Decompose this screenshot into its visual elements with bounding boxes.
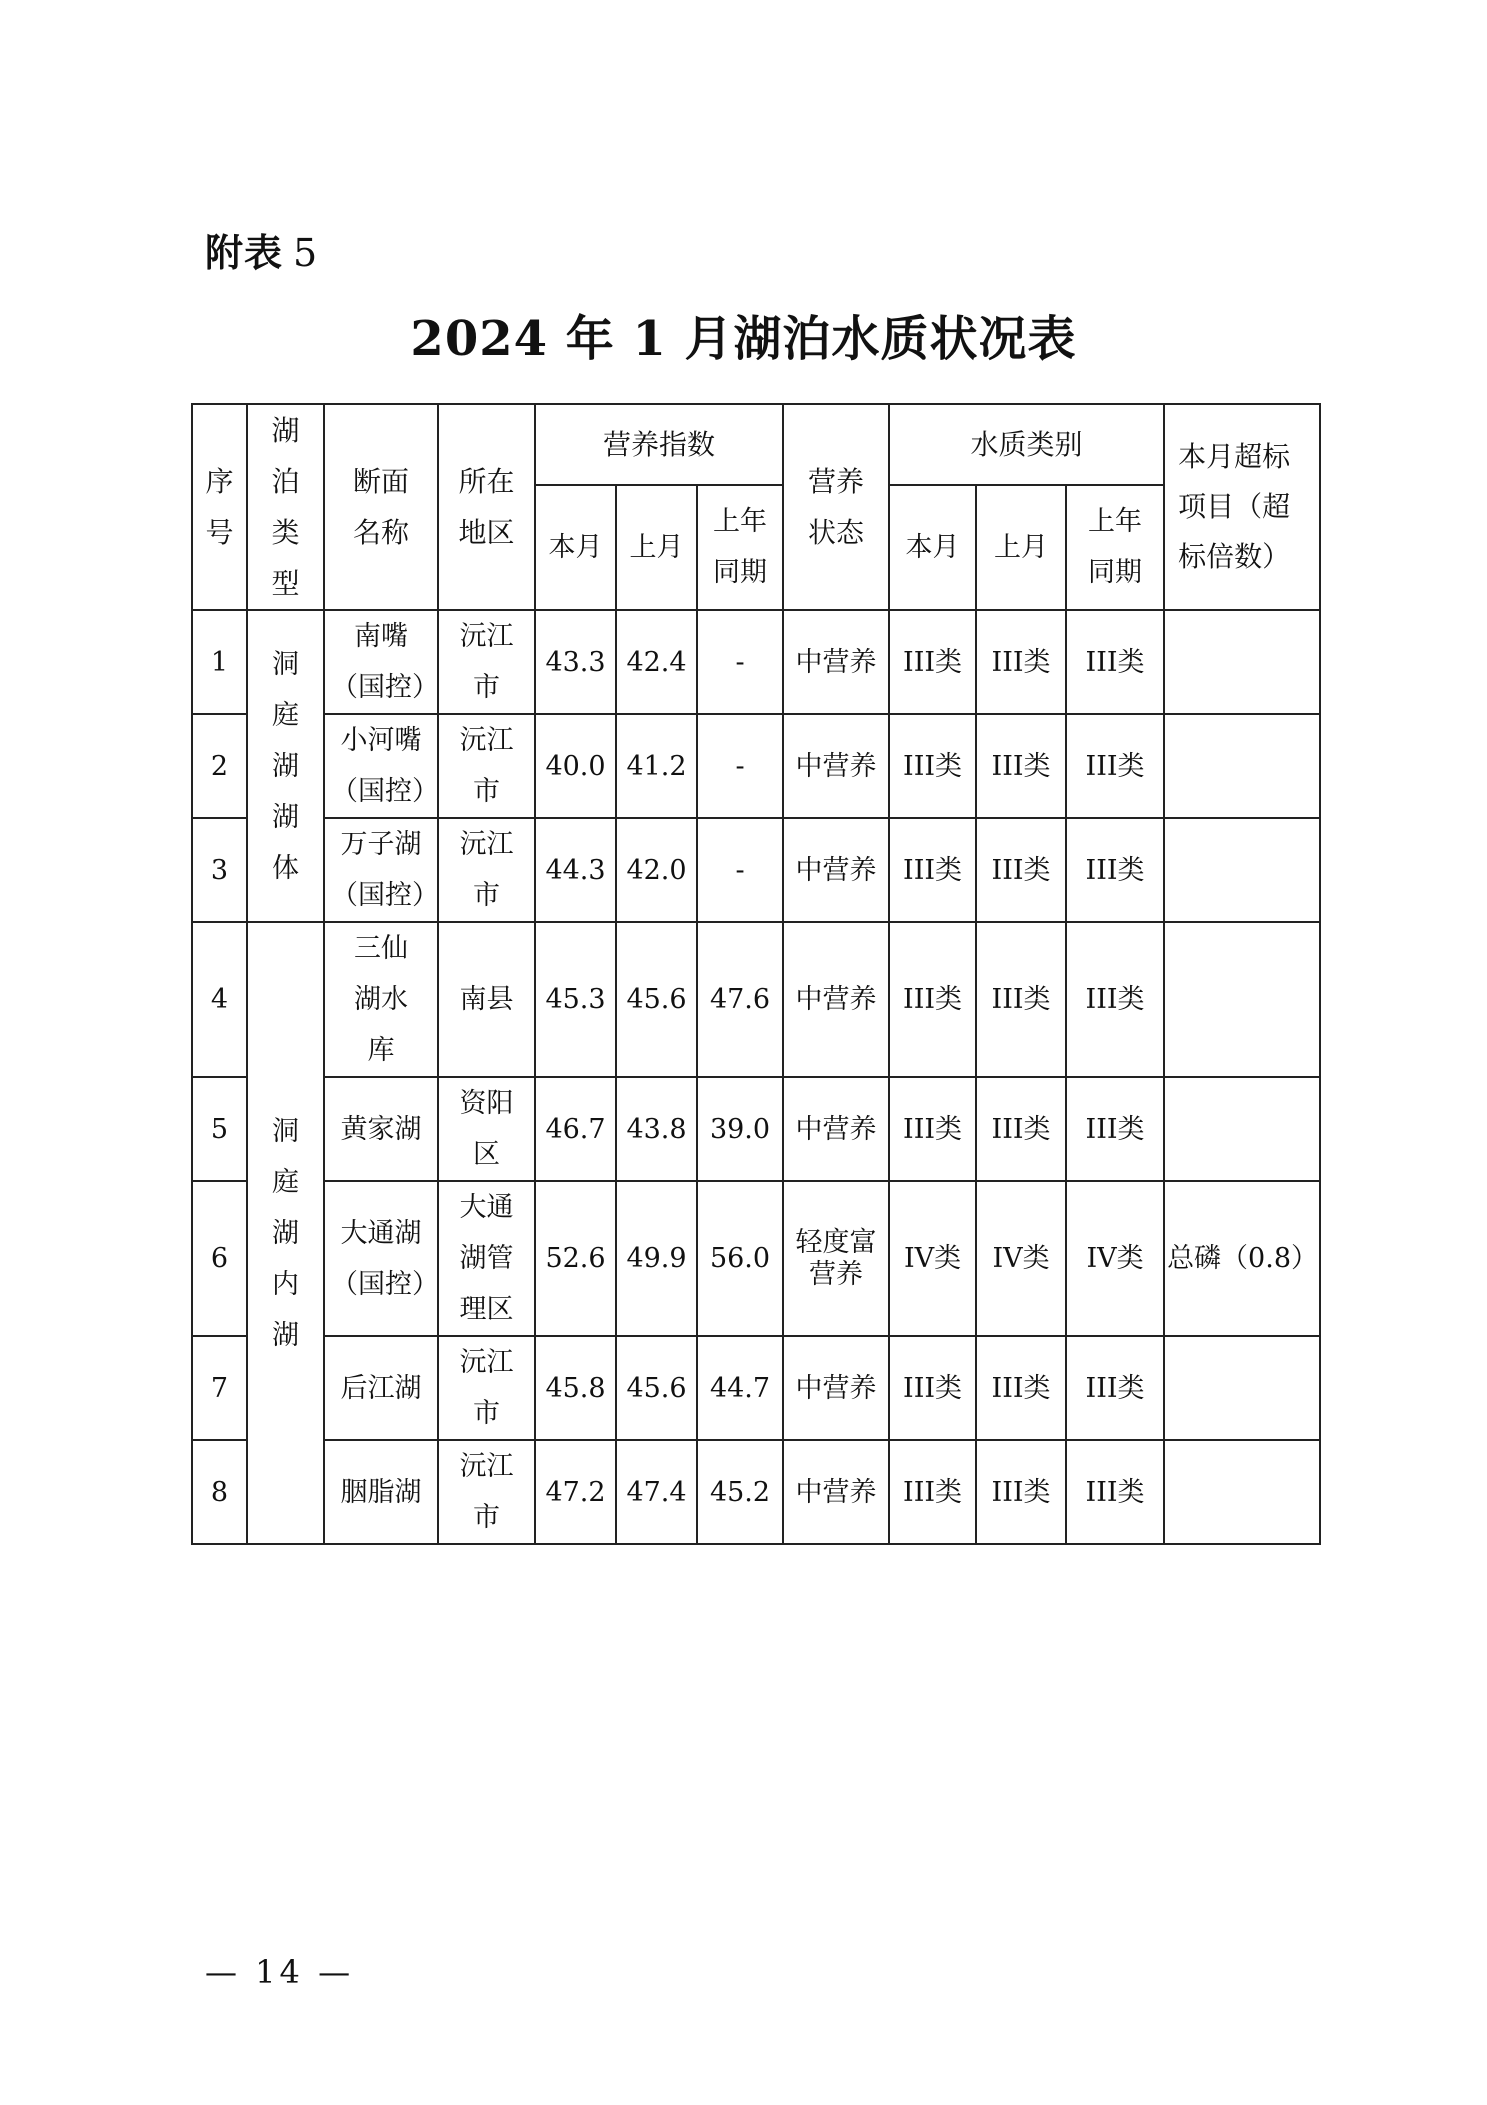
exceed-items	[1164, 714, 1320, 818]
header-ti-last-year: 上年同期	[697, 485, 783, 610]
header-trophic-status: 营养状态	[783, 404, 889, 610]
trophic-status: 中营养	[783, 610, 889, 714]
table-row	[192, 714, 1320, 818]
wq-last-year: III类	[1066, 610, 1164, 714]
header-section-name: 断面名称	[324, 404, 438, 610]
region: 南县	[438, 922, 535, 1077]
table-row	[192, 1440, 1320, 1544]
table-row	[192, 610, 1320, 714]
ti-this-month: 46.7	[535, 1077, 616, 1181]
wq-last-year: III类	[1066, 714, 1164, 818]
ti-last-month: 45.6	[616, 1336, 697, 1440]
row-index: 8	[192, 1440, 247, 1544]
row-index: 4	[192, 922, 247, 1077]
region: 沅江市	[438, 714, 535, 818]
region: 沅江市	[438, 610, 535, 714]
table-row	[192, 922, 1320, 1077]
document-title: 2024 年 1 月湖泊水质状况表	[410, 311, 1077, 367]
wq-this-month: III类	[889, 922, 976, 1077]
wq-last-year: III类	[1066, 1336, 1164, 1440]
wq-last-month: III类	[976, 1440, 1066, 1544]
wq-last-year: IV类	[1066, 1181, 1164, 1336]
header-water-class: 水质类别	[889, 404, 1164, 485]
ti-this-month: 40.0	[535, 714, 616, 818]
table-row	[192, 1181, 1320, 1336]
section-name: 南嘴（国控）	[324, 610, 438, 714]
exceed-items	[1164, 922, 1320, 1077]
section-name: 三仙湖水库	[324, 922, 438, 1077]
row-index: 7	[192, 1336, 247, 1440]
wq-this-month: III类	[889, 818, 976, 922]
ti-last-year: 39.0	[697, 1077, 783, 1181]
section-name: 小河嘴（国控）	[324, 714, 438, 818]
ti-last-year: -	[697, 610, 783, 714]
row-index: 1	[192, 610, 247, 714]
region: 资阳区	[438, 1077, 535, 1181]
header-ti-last-month: 上月	[616, 485, 697, 610]
wq-this-month: III类	[889, 610, 976, 714]
ti-last-year: 45.2	[697, 1440, 783, 1544]
trophic-status: 中营养	[783, 1440, 889, 1544]
header-region: 所在地区	[438, 404, 535, 610]
header-wq-this-month: 本月	[889, 485, 976, 610]
ti-last-year: -	[697, 714, 783, 818]
ti-last-month: 41.2	[616, 714, 697, 818]
wq-this-month: III类	[889, 714, 976, 818]
appendix-label-text: 附表	[205, 230, 284, 275]
region: 沅江市	[438, 818, 535, 922]
ti-this-month: 43.3	[535, 610, 616, 714]
wq-last-year: III类	[1066, 818, 1164, 922]
page-number: — 14 —	[205, 1953, 355, 1991]
row-index: 5	[192, 1077, 247, 1181]
trophic-status: 中营养	[783, 1077, 889, 1181]
ti-this-month: 47.2	[535, 1440, 616, 1544]
section-name: 后江湖	[324, 1336, 438, 1440]
wq-this-month: III类	[889, 1336, 976, 1440]
ti-last-month: 42.4	[616, 610, 697, 714]
row-index: 2	[192, 714, 247, 818]
table-row	[192, 818, 1320, 922]
header-ti-this-month: 本月	[535, 485, 616, 610]
ti-last-month: 42.0	[616, 818, 697, 922]
wq-last-year: III类	[1066, 1077, 1164, 1181]
exceed-items	[1164, 1077, 1320, 1181]
trophic-status: 轻度富营养	[783, 1181, 889, 1336]
ti-last-month: 45.6	[616, 922, 697, 1077]
header-exceed: 本月超标项目（超标倍数）	[1164, 404, 1320, 610]
section-name: 胭脂湖	[324, 1440, 438, 1544]
ti-last-month: 43.8	[616, 1077, 697, 1181]
wq-this-month: III类	[889, 1440, 976, 1544]
wq-this-month: IV类	[889, 1181, 976, 1336]
ti-last-month: 49.9	[616, 1181, 697, 1336]
exceed-items	[1164, 610, 1320, 714]
wq-last-month: III类	[976, 610, 1066, 714]
ti-this-month: 44.3	[535, 818, 616, 922]
exceed-items	[1164, 1440, 1320, 1544]
wq-last-month: III类	[976, 1077, 1066, 1181]
region: 沅江市	[438, 1336, 535, 1440]
table-row	[192, 1336, 1320, 1440]
table-row	[192, 1077, 1320, 1181]
trophic-status: 中营养	[783, 1336, 889, 1440]
wq-last-month: III类	[976, 1336, 1066, 1440]
lake-type-dongting-body: 洞庭湖湖体	[247, 610, 324, 922]
trophic-status: 中营养	[783, 714, 889, 818]
header-row-top	[192, 404, 1320, 485]
ti-last-year: 47.6	[697, 922, 783, 1077]
section-name: 大通湖（国控）	[324, 1181, 438, 1336]
ti-last-year: -	[697, 818, 783, 922]
section-name: 万子湖（国控）	[324, 818, 438, 922]
header-index: 序号	[192, 404, 247, 610]
wq-last-month: III类	[976, 922, 1066, 1077]
ti-last-year: 44.7	[697, 1336, 783, 1440]
trophic-status: 中营养	[783, 922, 889, 1077]
appendix-label	[205, 222, 318, 277]
exceed-items	[1164, 818, 1320, 922]
ti-last-month: 47.4	[616, 1440, 697, 1544]
header-wq-last-year: 上年同期	[1066, 485, 1164, 610]
header-wq-last-month: 上月	[976, 485, 1066, 610]
ti-this-month: 45.3	[535, 922, 616, 1077]
region: 沅江市	[438, 1440, 535, 1544]
appendix-number: 5	[293, 231, 319, 275]
section-name: 黄家湖	[324, 1077, 438, 1181]
lake-type-dongting-inner: 洞庭湖内湖	[247, 922, 324, 1544]
wq-last-month: III类	[976, 714, 1066, 818]
ti-this-month: 52.6	[535, 1181, 616, 1336]
trophic-status: 中营养	[783, 818, 889, 922]
ti-this-month: 45.8	[535, 1336, 616, 1440]
region: 大通湖管理区	[438, 1181, 535, 1336]
wq-last-year: III类	[1066, 922, 1164, 1077]
ti-last-year: 56.0	[697, 1181, 783, 1336]
exceed-items: 总磷（0.8）	[1164, 1181, 1320, 1336]
wq-last-month: III类	[976, 818, 1066, 922]
header-lake-type: 湖泊类型	[247, 404, 324, 610]
wq-last-year: III类	[1066, 1440, 1164, 1544]
lake-water-quality-table	[191, 403, 1321, 1545]
exceed-items	[1164, 1336, 1320, 1440]
row-index: 3	[192, 818, 247, 922]
row-index: 6	[192, 1181, 247, 1336]
wq-last-month: IV类	[976, 1181, 1066, 1336]
wq-this-month: III类	[889, 1077, 976, 1181]
header-trophic-index: 营养指数	[535, 404, 783, 485]
